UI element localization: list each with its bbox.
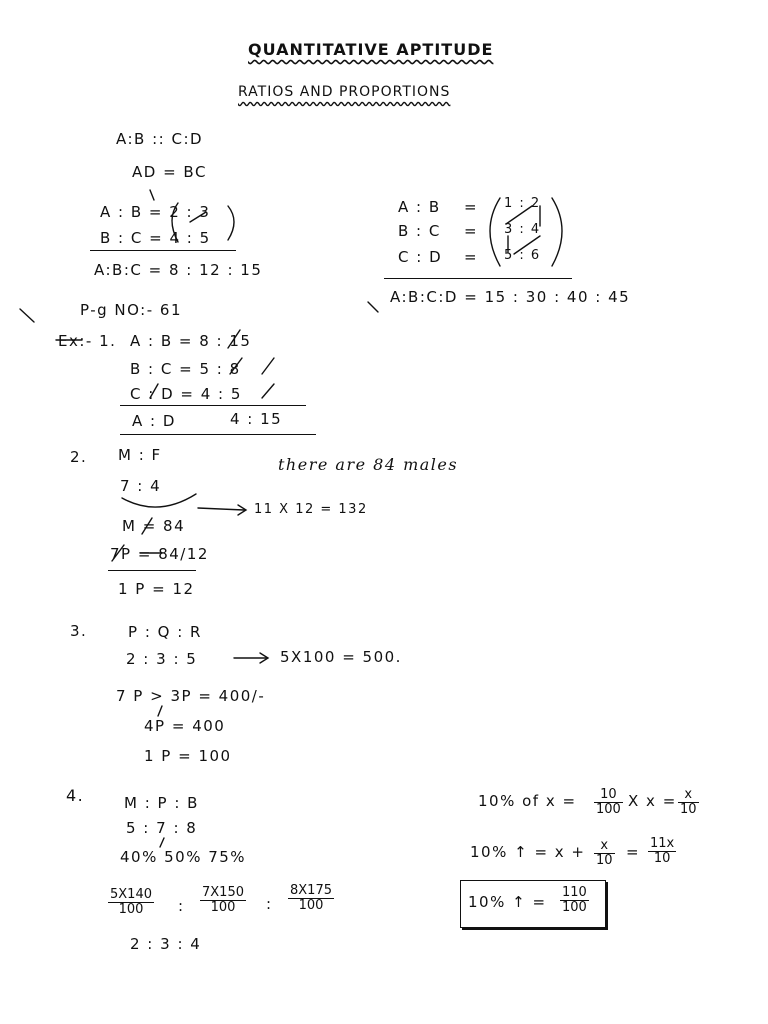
denominator: 100 — [562, 900, 587, 915]
ex3-arrow-note: 5X100 = 500. — [280, 648, 402, 666]
ex4-line3: 40% 50% 75% — [120, 848, 247, 866]
divider — [120, 434, 316, 435]
ex2-line3: M = 84 — [122, 517, 186, 535]
ex3-line2: 2 : 3 : 5 — [126, 650, 198, 668]
ex3-line4: 4P = 400 — [144, 717, 226, 735]
intro-right-row1-label: A : B — [398, 198, 441, 216]
side-note-1-label: 10% of x = — [478, 792, 577, 810]
denominator: 10 — [596, 853, 613, 868]
numerator: 110 — [562, 885, 587, 900]
side-note-1-result-fraction — [678, 788, 699, 817]
ex4-line1: M : P : B — [124, 794, 199, 812]
tick-mark — [160, 838, 164, 847]
ex4-fraction-3 — [288, 884, 334, 913]
side-note-2-fraction — [594, 839, 615, 868]
ex4-line2: 5 : 7 : 8 — [126, 819, 198, 837]
ex4-fraction-2 — [200, 886, 246, 915]
proportion-rule: A:B :: C:D — [116, 130, 204, 148]
ex3-line5: 1 P = 100 — [144, 747, 232, 765]
ex2-line4: 7P = 84/12 — [110, 545, 209, 563]
divider — [90, 250, 236, 251]
ex2-line5: 1 P = 12 — [118, 580, 195, 598]
ex2-arrow-note: 11 X 12 = 132 — [254, 502, 368, 517]
numerator: 10 — [600, 787, 617, 802]
side-note-2-result-fraction — [648, 837, 676, 866]
tick-mark — [158, 706, 162, 716]
ratio-colon: : — [266, 895, 273, 913]
page-subtitle: RATIOS AND PROPORTIONS — [238, 84, 451, 100]
denominator: 100 — [210, 900, 236, 915]
strike-mark — [262, 384, 274, 398]
ratio-colon: : — [178, 897, 185, 915]
intro-right-result: A:B:C:D = 15 : 30 : 40 : 45 — [390, 288, 631, 306]
divider — [108, 570, 196, 571]
arrow-line — [198, 508, 244, 510]
intro-left-result: A:B:C = 8 : 12 : 15 — [94, 261, 263, 279]
side-note-1-fraction — [594, 788, 623, 817]
page-title: QUANTITATIVE APTITUDE — [248, 40, 494, 59]
equals-sign: = — [464, 222, 479, 240]
example-1-label: Ex:- 1. — [58, 332, 117, 350]
denominator: 10 — [653, 851, 671, 866]
strike-mark — [262, 358, 274, 374]
example-2-label: 2. — [70, 448, 88, 466]
ex2-line2: 7 : 4 — [120, 477, 162, 495]
intro-right-row2-label: B : C — [398, 222, 441, 240]
ex1-row1: A : B = 8 : 15 — [130, 332, 252, 350]
connector-arc — [122, 494, 196, 507]
ex3-line1: P : Q : R — [128, 623, 202, 641]
arrow-head — [260, 653, 268, 663]
ex2-line1: M : F — [118, 446, 162, 464]
numerator: x — [684, 787, 693, 802]
ex1-row2: B : C = 5 : 8 — [130, 360, 241, 378]
right-bracket — [228, 206, 234, 240]
right-bracket — [552, 198, 562, 266]
numerator: 5X140 — [110, 887, 152, 902]
page-reference: P-g NO:- 61 — [80, 301, 183, 319]
numerator: 11x — [650, 836, 675, 851]
intro-right-row2-values: 3 : 4 — [504, 222, 541, 237]
intro-right-row1-values: 1 : 2 — [504, 196, 541, 211]
side-note-1-middle: X x = — [628, 792, 677, 810]
denominator: 100 — [596, 802, 621, 817]
denominator: 10 — [680, 802, 697, 817]
example-3-label: 3. — [70, 622, 88, 640]
ex1-result-right: 4 : 15 — [230, 410, 283, 428]
divider — [384, 278, 572, 279]
numerator: x — [600, 838, 609, 853]
example-4-label: 4. — [66, 786, 85, 805]
left-bracket — [490, 198, 500, 266]
ex1-result-left: A : D — [132, 412, 176, 430]
intro-right-row3-label: C : D — [398, 248, 443, 266]
side-note-2-equals: = — [626, 843, 641, 861]
numerator: 7X150 — [202, 885, 244, 900]
side-note-2-label: 10% ↑ = x + — [470, 843, 586, 861]
ex2-note: there are 84 males — [278, 455, 459, 474]
product-rule: AD = BC — [132, 163, 207, 181]
denominator: 100 — [298, 898, 324, 913]
side-note-3-fraction — [560, 886, 589, 915]
intro-right-row3-values: 5 : 6 — [504, 248, 541, 263]
intro-left-row2: B : C = 4 : 5 — [100, 229, 211, 247]
divider — [120, 405, 306, 406]
equals-sign: = — [464, 248, 479, 266]
ex4-fraction-1 — [108, 888, 154, 917]
margin-tick — [20, 309, 34, 322]
denominator: 100 — [118, 902, 144, 917]
numerator: 8X175 — [290, 883, 332, 898]
margin-tick — [368, 302, 378, 312]
intro-left-row1: A : B = 2 : 3 — [100, 203, 211, 221]
ex1-row3: C : D = 4 : 5 — [130, 385, 242, 403]
ex4-result: 2 : 3 : 4 — [130, 935, 202, 953]
side-note-3-label: 10% ↑ = — [468, 893, 547, 911]
arrow-head — [238, 505, 246, 515]
tick-mark — [150, 190, 154, 200]
ex3-line3: 7 P > 3P = 400/- — [116, 687, 266, 705]
equals-sign: = — [464, 198, 479, 216]
